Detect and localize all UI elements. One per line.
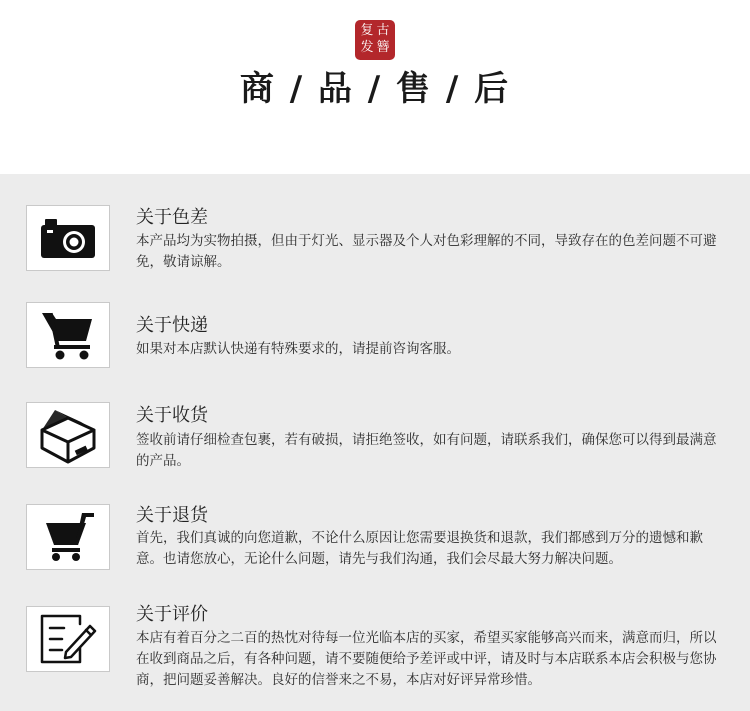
item-description: 本产品均为实物拍摄，但由于灯光、显示器及个人对色彩理解的不同，导致存在的色差问题不可避免，敬请谅解。 (136, 233, 717, 270)
cart-return-icon (42, 511, 94, 563)
package-box-icon (37, 404, 99, 466)
page-title: 商 / 品 / 售 / 后 (239, 69, 511, 109)
icon-frame (26, 205, 110, 271)
icon-frame (26, 606, 110, 672)
shopping-cart-icon (40, 309, 96, 361)
icon-frame (26, 504, 110, 570)
item-title: 关于退货 (136, 505, 208, 526)
item-title: 关于收货 (136, 405, 208, 426)
brand-seal-logo (355, 20, 395, 60)
item-description: 本店有着百分之二百的热忱对待每一位光临本店的买家，希望买家能够高兴而来，满意而归，所以在收到商品之后，有各种问题，请不要随便给予差评或中评，请及时与本店联系本店会积极与您协商，把问题妥善解决。良好的信誉来之不易，本店对好评异常珍惜。 (136, 630, 717, 688)
edit-review-icon (38, 612, 98, 666)
item-title: 关于评价 (136, 604, 208, 625)
camera-icon (40, 217, 96, 259)
seal-char: 古 (376, 23, 390, 38)
after-sales-panel (0, 174, 750, 711)
seal-char: 簪 (376, 40, 390, 55)
header (0, 0, 750, 174)
item-description: 签收前请仔细检查包裹，若有破损，请拒绝签收，如有问题，请联系我们，确保您可以得到最满意的产品。 (136, 432, 717, 469)
icon-frame (26, 402, 110, 468)
item-description: 如果对本店默认快递有特殊要求的，请提前咨询客服。 (136, 341, 460, 357)
seal-char: 复 (360, 23, 374, 38)
item-title: 关于快递 (136, 315, 208, 336)
item-title: 关于色差 (136, 207, 208, 228)
item-description: 首先，我们真诚的向您道歉，不论什么原因让您需要退换货和退款，我们都感到万分的遗憾和歉意。也请您放心，无论什么问题，请先与我们沟通，我们会尽最大努力解决问题。 (136, 530, 703, 567)
seal-char: 发 (360, 40, 374, 55)
icon-frame (26, 302, 110, 368)
